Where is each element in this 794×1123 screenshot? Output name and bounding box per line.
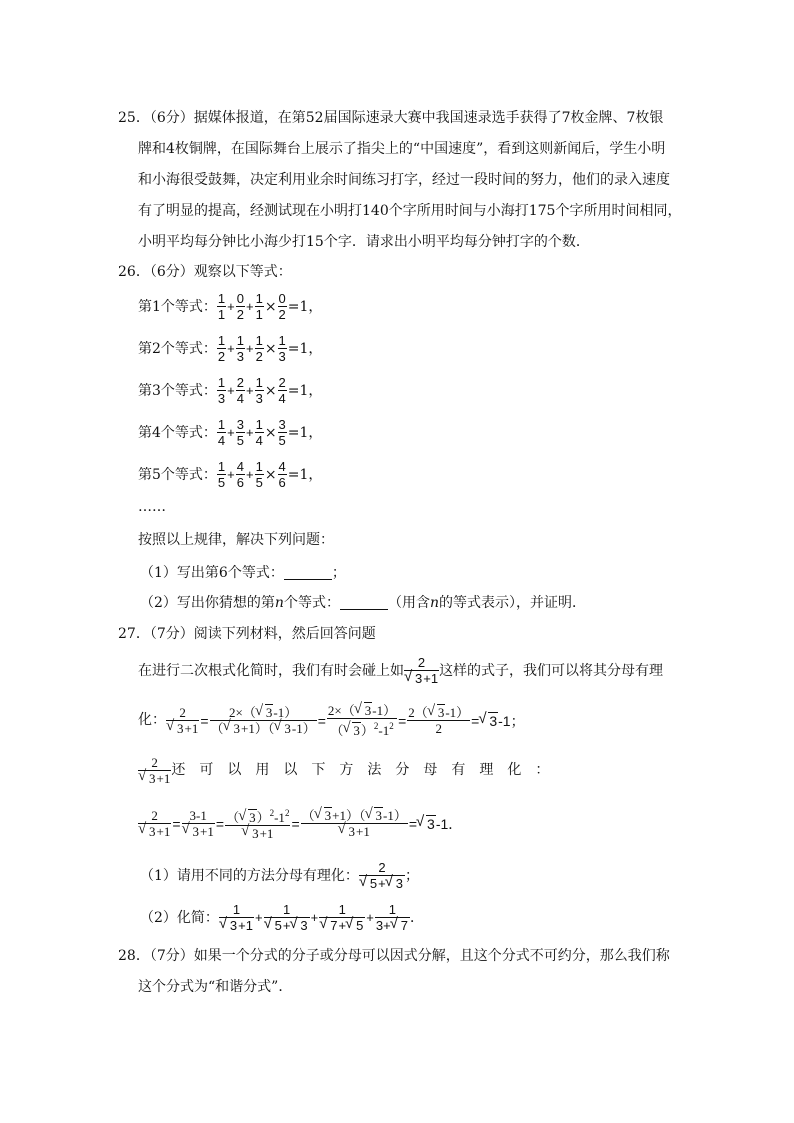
equation-tail: =1， xyxy=(287,425,323,441)
q28-line1 xyxy=(118,946,670,966)
question-score: （7分） xyxy=(149,948,194,964)
denominator: 1 xyxy=(255,307,263,322)
fraction xyxy=(278,460,287,490)
denominator: 3 xyxy=(236,349,244,364)
numerator: 2 xyxy=(378,860,386,875)
radicand: 3 xyxy=(149,770,156,786)
fraction xyxy=(138,756,171,786)
sub2-tail: 的等式表示），并证明． xyxy=(438,595,586,611)
term: +1 xyxy=(184,720,199,736)
numerator: 2（√ 3-1） xyxy=(407,706,470,720)
fraction xyxy=(404,656,439,686)
denominator: √ 3+1 xyxy=(301,823,408,839)
equation-label: 第5个等式： xyxy=(138,467,217,483)
numerator: （√ 3+1）（√ 3-1） xyxy=(301,809,408,823)
q26-equation-3: 第3个等式： $\frac{1}{3}$ + $\frac{2}{4}$ + $\frac{1}{3}$ × $\frac{2}{4}$ =1， xyxy=(138,375,323,406)
denominator: 4 xyxy=(278,391,286,406)
question-score: （7分） xyxy=(149,626,194,642)
sub2-hint: （用含 xyxy=(387,595,430,611)
fraction xyxy=(278,334,287,364)
q27-header xyxy=(118,624,376,644)
numerator: 1 xyxy=(217,333,226,348)
q27-line2: 化： 2 √ 3+1 = $\frac{2\times(√ 3-1)}{(√ 3+1)(√ 3-1)}$ = $\frac{2\times(√ 3-1)}{(√ 3)^2-1^2}$ = $\frac{2(√ 3-1)}{2}$ =√ 3-1； xyxy=(138,702,526,739)
numerator: 0 xyxy=(236,291,244,306)
numerator: 1 xyxy=(217,417,226,432)
fraction xyxy=(255,460,264,490)
q26-rule: 按照以上规律，解决下列问题： xyxy=(138,532,334,548)
sub1-label: （1）写出第6个等式： xyxy=(140,565,284,581)
numerator: 1 xyxy=(255,459,263,474)
question-number: 25． xyxy=(118,110,150,126)
q26-equation-4: 第4个等式： $\frac{1}{4}$ + $\frac{3}{5}$ + $\frac{1}{4}$ × $\frac{3}{5}$ =1， xyxy=(138,417,323,448)
answer-blank[interactable] xyxy=(340,595,388,610)
numerator: 3 xyxy=(236,417,244,432)
denominator: 5 xyxy=(278,433,286,448)
denominator: 4 xyxy=(255,433,263,448)
q27-text: 还 可 以 用 以 下 方 法 分 母 有 理 化 ： xyxy=(171,762,550,778)
equation-tail: =1， xyxy=(287,467,323,483)
sub2-label: （2）写出你猜想的第 xyxy=(140,595,275,611)
q26-equation-1: 第1个等式： $\frac{1}{1}$ + $\frac{0}{2}$ + $\frac{1}{1}$ × $\frac{0}{2}$ =1， xyxy=(138,291,323,322)
numerator: 2 xyxy=(179,704,186,720)
q26-equation-5: 第5个等式： $\frac{1}{5}$ + $\frac{4}{6}$ + $\frac{1}{5}$ × $\frac{4}{6}$ =1， xyxy=(138,459,323,490)
denominator: 6 xyxy=(278,475,286,490)
equation-tail: =1， xyxy=(287,341,323,357)
denominator: 1 xyxy=(217,307,226,322)
fraction xyxy=(278,418,287,448)
numerator: 2 xyxy=(151,807,158,823)
numerator: 3-1 xyxy=(189,807,207,823)
answer-blank[interactable] xyxy=(284,565,332,580)
q27-text: 化： xyxy=(138,712,166,728)
q27-line3 xyxy=(138,752,549,788)
q26-intro: 观察以下等式： xyxy=(193,264,292,280)
q26-sub2 xyxy=(140,593,586,613)
q27-text: 在进行二次根式化简时，我们有时会碰上如 xyxy=(138,663,404,679)
fraction xyxy=(236,460,245,490)
denominator: 3 xyxy=(217,391,226,406)
fraction xyxy=(255,376,264,406)
sub2-end: ． xyxy=(409,910,424,926)
q26-header xyxy=(118,262,292,282)
equation-label: 第4个等式： xyxy=(138,425,217,441)
equation-label: 第2个等式： xyxy=(138,341,217,357)
question-number: 28． xyxy=(118,948,150,964)
fraction xyxy=(217,376,226,406)
numerator: 1 xyxy=(236,333,244,348)
denominator: 3 xyxy=(278,349,286,364)
radicand: 3 xyxy=(415,671,423,686)
numerator: 2 xyxy=(151,754,158,770)
denominator xyxy=(138,770,171,786)
term: +1 xyxy=(423,671,439,686)
fraction xyxy=(236,376,245,406)
fraction xyxy=(264,903,310,933)
denominator: 2 xyxy=(407,720,470,736)
numerator: 1 xyxy=(278,333,286,348)
denominator: 2 xyxy=(255,349,263,364)
question-number: 27． xyxy=(118,626,150,642)
denominator: 2 xyxy=(236,307,244,322)
q27-sub1 xyxy=(140,858,419,894)
fraction xyxy=(236,292,245,322)
question-score: （6分） xyxy=(149,264,194,280)
q26-equation-2: 第2个等式： $\frac{1}{2}$ + $\frac{1}{3}$ + $\frac{1}{2}$ × $\frac{1}{3}$ =1， xyxy=(138,333,323,364)
q25-line5: 小明平均每分钟比小海少打15个字．请求出小明平均每分钟打字的个数． xyxy=(138,234,590,250)
q26-sub1 xyxy=(140,563,346,583)
equation-tail: =1， xyxy=(287,383,323,399)
fraction xyxy=(278,376,287,406)
equation-tail: =1， xyxy=(287,299,323,315)
fraction xyxy=(236,418,245,448)
fraction xyxy=(359,861,405,891)
fraction xyxy=(217,292,226,322)
fraction xyxy=(407,706,470,736)
fraction xyxy=(301,809,408,839)
q27-line4: 2 √ 3+1 = 3-1 √ 3+1 = （√ $3)^2-1^2$ √ 3+1 = （√ 3+1）（√ 3-1） √ 3+1 =√ 3-1． xyxy=(138,805,463,842)
fraction xyxy=(255,334,264,364)
numerator: 1 xyxy=(255,417,263,432)
denominator: （√ 3+1）（√ 3-1） xyxy=(210,720,317,736)
denominator: 2 xyxy=(217,349,226,364)
equation-label: 第3个等式： xyxy=(138,383,217,399)
radicand: 3 xyxy=(177,720,184,736)
denominator: √ 3+1 xyxy=(225,825,290,841)
numerator: 2×（√ 3-1） xyxy=(210,706,317,720)
numerator: 4 xyxy=(236,459,244,474)
q28-text: 如果一个分式的分子或分母可以因式分解，且这个分式不可约分，那么我们称 xyxy=(193,948,670,964)
sub1-label: （1）请用不同的方法分母有理化： xyxy=(140,868,359,884)
fraction xyxy=(278,292,287,322)
denominator: 5 xyxy=(217,475,226,490)
numerator: （√ $3)^2-1^2$ xyxy=(225,806,290,825)
fraction xyxy=(236,334,245,364)
q25-line1 xyxy=(118,108,663,128)
denominator: 5 xyxy=(236,433,244,448)
numerator: 1 xyxy=(232,902,241,917)
sub2-mid: 个等式： xyxy=(283,595,340,611)
numerator: 2 xyxy=(278,375,286,390)
numerator: 3 xyxy=(278,417,286,432)
denominator: 4 xyxy=(236,391,244,406)
var-n: n xyxy=(274,595,284,611)
denominator: 3 xyxy=(255,391,263,406)
q28-line2: 这个分式为“和谐分式”． xyxy=(138,979,293,995)
term: +1 xyxy=(156,770,171,786)
numerator: 2 xyxy=(236,375,244,390)
fraction xyxy=(217,460,226,490)
fraction xyxy=(217,418,226,448)
numerator: 1 xyxy=(388,902,397,917)
denominator xyxy=(166,720,199,736)
numerator: 1 xyxy=(217,291,226,306)
q27-line1 xyxy=(138,654,663,688)
q25-line3: 和小海很受鼓舞，决定利用业余时间练习打字，经过一段时间的努力，他们的录入速度 xyxy=(138,172,670,188)
denominator: 4 xyxy=(217,433,226,448)
equation-label: 第1个等式： xyxy=(138,299,217,315)
sub2-label: （2）化简： xyxy=(140,910,219,926)
q27-intro: 阅读下列材料，然后回答问题 xyxy=(193,626,376,642)
numerator: 4 xyxy=(278,459,286,474)
numerator: 1 xyxy=(255,333,263,348)
denominator xyxy=(404,670,439,686)
fraction xyxy=(219,903,254,933)
denominator: √ 7+√ 5 xyxy=(319,917,365,933)
sub1-end: ； xyxy=(404,868,419,884)
fraction xyxy=(182,809,215,839)
fraction xyxy=(166,706,199,736)
fraction xyxy=(138,809,171,839)
numerator: 1 xyxy=(217,459,226,474)
sub1-end: ； xyxy=(331,565,346,581)
numerator: 0 xyxy=(278,291,286,306)
numerator: 1 xyxy=(255,375,263,390)
fraction xyxy=(210,706,317,736)
denominator: 2 xyxy=(278,307,286,322)
numerator: 2×（√ 3-1） xyxy=(327,704,397,718)
fraction xyxy=(319,903,365,933)
denominator: √ 3+1 xyxy=(182,823,215,839)
denominator: 5 xyxy=(255,475,263,490)
fraction xyxy=(255,418,264,448)
question-score: （6分） xyxy=(149,110,194,126)
fraction xyxy=(225,806,290,841)
var-n: n xyxy=(429,595,439,611)
denominator: （√ $3)^2-1^2$ xyxy=(327,718,397,738)
numerator: 1 xyxy=(338,902,346,917)
q25-line4: 有了明显的提高，经测试现在小明打140个字所用时间与小海打175个字所用时间相同， xyxy=(138,203,682,219)
denominator: √ 3+1 xyxy=(219,917,254,933)
question-number: 26． xyxy=(118,264,150,280)
q25-text: 据媒体报道，在第52届国际速录大赛中我国速录选手获得了7枚金牌、7枚银 xyxy=(193,110,664,126)
fraction xyxy=(217,334,226,364)
fraction xyxy=(255,292,264,322)
fraction xyxy=(327,704,397,738)
denominator: √ 5+√ 3 xyxy=(359,875,405,891)
denominator: √ 5+√ 3 xyxy=(264,917,310,933)
q27-sub2: （2）化简： 1 √ 3+1 + 1 √ 5+√ 3 + 1 √ 7+√ 5 + $\frac{1}{3+√ 7}$ ． xyxy=(140,900,424,936)
denominator: √ 3+1 xyxy=(138,823,171,839)
numerator: 1 xyxy=(217,375,226,390)
denominator: 3+√ 7 xyxy=(375,917,410,933)
q25-line2: 牌和4枚铜牌，在国际舞台上展示了指尖上的“中国速度”，看到这则新闻后，学生小明 xyxy=(138,141,666,157)
fraction xyxy=(375,903,410,933)
numerator: 1 xyxy=(255,291,263,306)
q27-text: 这样的式子，我们可以将其分母有理 xyxy=(439,663,664,679)
numerator: 1 xyxy=(282,902,291,917)
q26-dots: …… xyxy=(138,499,166,515)
denominator: 6 xyxy=(236,475,244,490)
numerator: 2 xyxy=(417,655,426,670)
